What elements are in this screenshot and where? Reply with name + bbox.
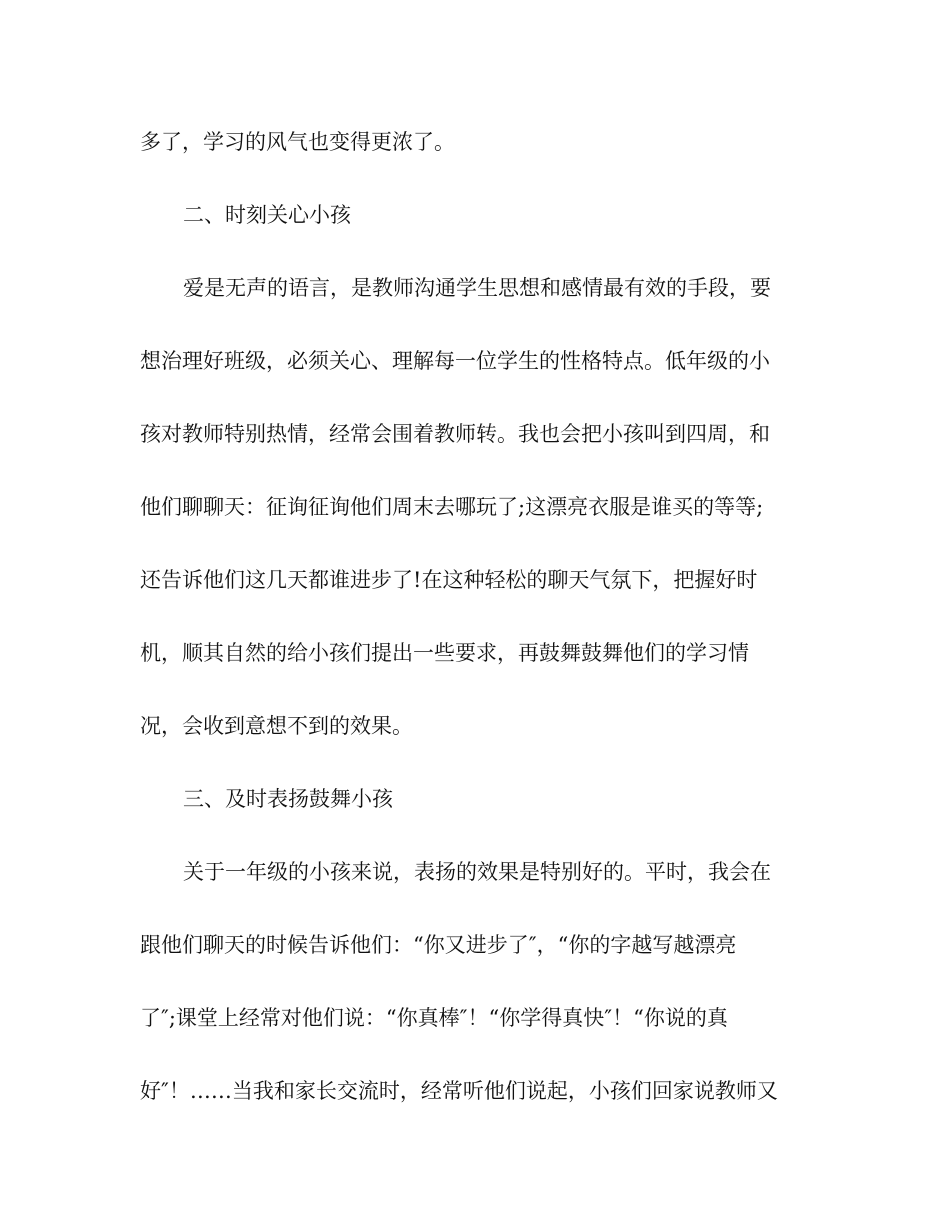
paragraph-line: 了″;课堂上经常对他们说：“你真棒″！“你学得真快″！“你说的真 <box>140 1006 728 1030</box>
paragraph-line: 多了，学习的风气也变得更浓了。 <box>140 130 455 154</box>
paragraph-line: 还告诉他们这几天都谁进步了!在这种轻松的聊天气氛下，把握好时 <box>140 568 758 592</box>
paragraph-line: 关于一年级的小孩来说，表扬的效果是特别好的。平时，我会在 <box>183 860 771 884</box>
section-heading: 二、时刻关心小孩 <box>183 203 351 227</box>
paragraph-line: 好″！……当我和家长交流时，经常听他们说起，小孩们回家说教师又 <box>140 1079 778 1103</box>
paragraph-line: 孩对教师特别热情，经常会围着教师转。我也会把小孩叫到四周，和 <box>140 422 770 446</box>
section-heading: 三、及时表扬鼓舞小孩 <box>183 787 393 811</box>
paragraph-line: 况，会收到意想不到的效果。 <box>140 714 413 738</box>
paragraph-line: 爱是无声的语言，是教师沟通学生思想和感情最有效的手段，要 <box>183 276 771 300</box>
paragraph-line: 想治理好班级，必须关心、理解每一位学生的性格特点。低年级的小 <box>140 349 770 373</box>
paragraph-line: 跟他们聊天的时候告诉他们：“你又进步了″，“你的字越写越漂亮 <box>140 933 737 957</box>
paragraph-line: 机，顺其自然的给小孩们提出一些要求，再鼓舞鼓舞他们的学习情 <box>140 641 749 665</box>
paragraph-line: 他们聊聊天：征询征询他们周末去哪玩了;这漂亮衣服是谁买的等等; <box>140 495 764 519</box>
